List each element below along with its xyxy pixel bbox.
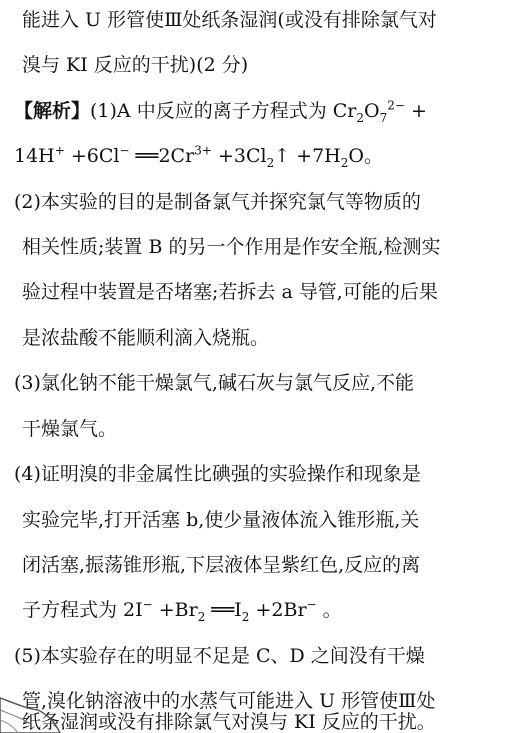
chlorine-subscript: 2 <box>266 155 275 168</box>
text-line-1: 能进入 U 形管使Ⅲ处纸条湿润(或没有排除氯气对 <box>22 9 437 31</box>
chloride-charge: − <box>119 144 130 158</box>
ionic-equation-line <box>22 598 516 622</box>
text-line-15: (5)本实验存在的明显不足是 C、D 之间没有干燥 <box>14 645 425 667</box>
text-line-2: 溴与 KI 反应的干扰)(2 分) <box>22 54 249 76</box>
text-line-8: 是浓盐酸不能顺利滴入烧瓶。 <box>22 327 270 349</box>
h-charge: + <box>54 144 65 158</box>
bromide-charge: − <box>306 598 317 612</box>
oxygen-symbol: O <box>364 100 380 122</box>
dichromate-charge: 2− <box>387 99 405 113</box>
water-end: O。 <box>348 145 383 167</box>
text-line-13: 闭活塞,振荡锥形瓶,下层液体呈紫红色,反应的离 <box>22 554 421 576</box>
text-line-11: (4)证明溴的非金属性比碘强的实验操作和现象是 <box>14 463 421 485</box>
chromium-term: ══2Cr <box>129 145 195 167</box>
text-line-6: 相关性质;装置 B 的另一个作用是作安全瓶,检测实 <box>22 236 441 258</box>
text-line-7: 验过程中装置是否堵塞;若拆去 a 导管,可能的后果 <box>22 281 438 303</box>
bromine-subscript: 2 <box>197 609 206 622</box>
analysis-line <box>14 99 516 123</box>
oxygen-subscript: 7 <box>379 110 388 123</box>
bromide-term: +2Br <box>249 599 307 621</box>
chromium-charge: 3+ <box>194 144 212 158</box>
text-line-10: 干燥氯气。 <box>22 418 118 440</box>
page-corner-smudge <box>0 638 70 733</box>
iodine-term: ══I <box>205 599 242 621</box>
text-line-9: (3)氯化钠不能干燥氯气,碱石灰与氯气反应,不能 <box>14 372 414 394</box>
water-term: +7H <box>290 145 341 167</box>
cr-subscript: 2 <box>356 110 364 123</box>
analysis-label: 【解析】 <box>14 100 91 122</box>
text-line-14: 子方程式为 2I <box>22 599 143 621</box>
chlorine-term: +3Cl <box>211 145 267 167</box>
equation-end: 。 <box>316 599 342 621</box>
iodide-charge: − <box>142 598 153 612</box>
text-line-12: 实验完毕,打开活塞 b,使少量液体流入锥形瓶,关 <box>22 509 420 531</box>
equation-line <box>14 144 516 168</box>
water-subscript: 2 <box>340 155 349 168</box>
gas-arrow: ↑ <box>274 145 291 167</box>
text-line-3: (1)A 中反应的离子方程式为 Cr <box>90 100 357 122</box>
text-line-5: (2)本实验的目的是制备氯气并探究氯气等物质的 <box>14 191 421 213</box>
text-line-17: 纸条湿润或没有排除氯气对溴与 KI 反应的干扰。 <box>22 711 436 733</box>
text-line-4: 14H <box>14 145 55 167</box>
text-line-16: 管,溴化钠溶液中的水蒸气可能进入 U 形管使Ⅲ处 <box>22 690 436 712</box>
iodine-subscript: 2 <box>241 609 250 622</box>
bromine-term: +Br <box>152 599 198 621</box>
plus-sign: + <box>404 100 427 122</box>
chloride-term: +6Cl <box>64 145 120 167</box>
